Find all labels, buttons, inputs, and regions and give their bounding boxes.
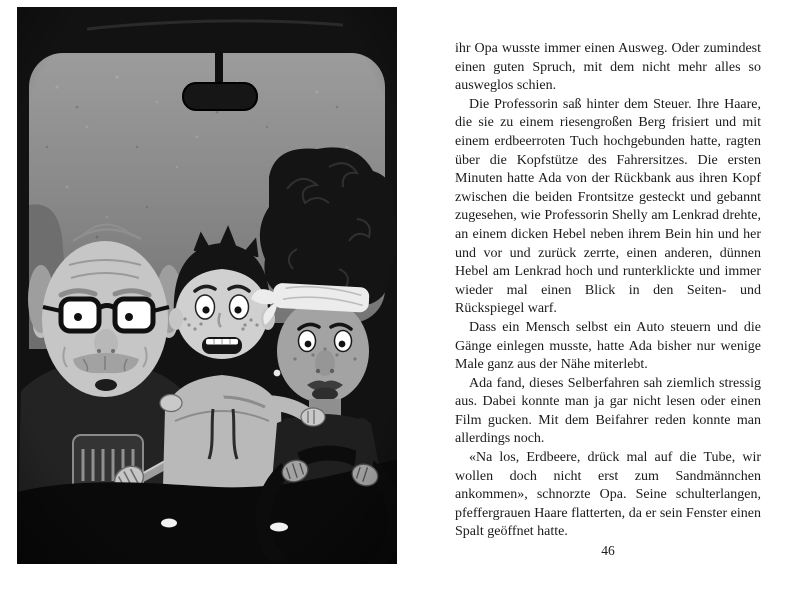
body-paragraph: Ada fand, dieses Selberfahren sah ziemlich stressig aus. Dabei konnte man ja gar nicht lesen oder einen Film gucken. Mit dem Beifahrer reden konnte man allerdings noch.: [455, 375, 761, 447]
car-illustration: [17, 7, 397, 564]
body-paragraph: «Na los, Erdbeere, drück mal auf die Tube, wir wollen doch nicht erst zum Sandmännchen ankommen», schnorzte Opa. Seine schulterlangen, pfeffergrauen Haare flatterten, da er sein Fenster einen Spalt geöffnet hatte.: [455, 450, 761, 540]
vignette-overlay: [17, 7, 397, 564]
body-paragraph: Die Professorin saß hinter dem Steuer. Ihre Haare, die sie zu einem riesengroßen Berg frisiert und mit einem erdbeerroten Tuch hochgebunden hatte, ragten über die Kopfstütze des Fahrersitzes. Die ersten Minuten hatte Ada von der Rückbank aus ihren Kopf zwischen die beiden Frontsitze gesteckt und gebannt zugesehen, wie Professorin Shelly am Lenkrad drehte, an einem dicken Hebel neben ihrem Bein hin und her und vor und zurück zerrte, einen anderen, dünnen Hebel am Lenkrad hoch und runterklickte und immer wieder mal einen Blick in den Seiten- und Rückspiegel warf.: [455, 96, 761, 317]
text-page: [455, 40, 761, 542]
body-paragraph: ihr Opa wusste immer einen Ausweg. Oder zumindest einen guten Spruch, mit dem nicht mehr alles so ausweglos schien.: [455, 41, 761, 94]
car-illustration-svg: [17, 7, 397, 564]
body-paragraph: Dass ein Mensch selbst ein Auto steuern und die Gänge einlegen musste, hatte Ada bisher nur wenige Male ganz aus der Nähe miterlebt.: [455, 319, 761, 373]
page-number: 46: [601, 543, 615, 558]
